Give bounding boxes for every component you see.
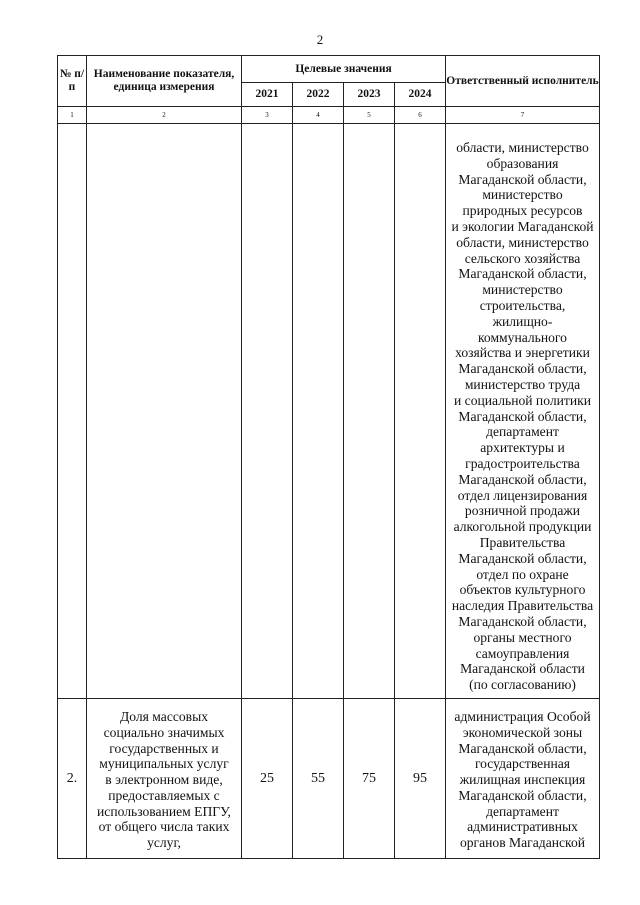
text-line: муниципальных услуг xyxy=(99,756,229,772)
text-line: отдел по охране xyxy=(476,566,569,582)
text-line: Правительства xyxy=(479,534,566,550)
text-line: Магаданской области, xyxy=(458,266,587,282)
responsible-text xyxy=(446,140,599,693)
text-line: образования xyxy=(486,155,559,171)
header-row xyxy=(58,56,600,83)
text-line: Доля массовых xyxy=(119,708,209,724)
text-line: министерство труда xyxy=(464,377,581,392)
header-index: № п/п xyxy=(58,56,87,107)
responsible-cell xyxy=(446,699,600,859)
column-number: 6 xyxy=(395,107,446,124)
indicator-name-cell xyxy=(87,699,242,859)
column-number: 2 xyxy=(87,107,242,124)
text-line: министерство xyxy=(482,282,563,298)
target-value-2024: 95 xyxy=(395,699,446,859)
column-number: 3 xyxy=(242,107,293,124)
text-line: Магаданской области xyxy=(460,661,585,677)
continuation-row xyxy=(58,124,600,699)
header-targets: Целевые значения xyxy=(242,56,446,83)
text-line: отдел лицензирования xyxy=(457,487,588,503)
column-number: 5 xyxy=(344,107,395,124)
empty-cell xyxy=(87,124,242,699)
text-line: Магаданской области, xyxy=(458,471,587,487)
target-value-2021: 25 xyxy=(242,699,293,859)
text-line: предоставляемых с xyxy=(108,787,220,803)
header-year: 2024 xyxy=(395,83,446,107)
text-line: и экологии Магаданской xyxy=(451,219,594,235)
indicator-name xyxy=(87,709,241,851)
row-index: 2. xyxy=(58,699,87,859)
text-line: социально значимых xyxy=(103,724,225,740)
text-line: департамент xyxy=(486,803,559,819)
page-number: 2 xyxy=(316,32,324,47)
text-line: Магаданской области, xyxy=(458,171,587,187)
text-line: экономической зоны xyxy=(462,724,583,740)
column-number: 4 xyxy=(293,107,344,124)
text-line: коммунального xyxy=(478,329,567,345)
header-responsible: Ответственный исполнитель xyxy=(446,56,600,107)
text-line: архитектуры и xyxy=(480,440,565,456)
text-line: государственная xyxy=(474,756,571,772)
text-line: градостроительства xyxy=(465,455,580,471)
text-line: Магаданской области, xyxy=(458,613,587,629)
text-line: администрация Особой xyxy=(454,708,591,724)
text-line: услуг, xyxy=(147,835,181,851)
text-line: и социальной политики xyxy=(454,392,591,408)
text-line: области, министерство xyxy=(456,140,589,156)
text-line: в электронном виде, xyxy=(105,772,223,788)
text-line: жилищная инспекция xyxy=(459,772,586,788)
text-line: министерство xyxy=(482,187,563,203)
text-line: области, министерство xyxy=(456,234,589,250)
text-line: государственных и xyxy=(109,740,219,756)
text-line: жилищно- xyxy=(492,313,553,329)
text-line: строительства, xyxy=(479,298,566,314)
indicators-table xyxy=(57,55,600,859)
text-line: самоуправления xyxy=(475,645,570,661)
empty-cell xyxy=(293,124,344,699)
text-line: Магаданской области, xyxy=(458,408,587,424)
text-line: административных xyxy=(467,819,578,835)
header-year: 2022 xyxy=(293,83,344,107)
empty-cell xyxy=(58,124,87,699)
text-line: сельского хозяйства xyxy=(464,250,581,266)
target-value-2023: 75 xyxy=(344,699,395,859)
target-value-2022: 55 xyxy=(293,699,344,859)
text-line: Магаданской области, xyxy=(458,550,587,566)
text-line: наследия Правительства xyxy=(451,598,594,614)
text-line: алкогольной продукции xyxy=(453,519,592,535)
column-number: 7 xyxy=(446,107,600,124)
empty-cell xyxy=(395,124,446,699)
text-line: департамент xyxy=(486,424,559,440)
responsible-text xyxy=(446,709,599,851)
header-name: Наименование показателя, единица измерения xyxy=(87,56,242,107)
text-line: от общего числа таких xyxy=(98,819,230,835)
table-row xyxy=(58,699,600,859)
text-line: природных ресурсов xyxy=(462,203,583,219)
text-line: органы местного xyxy=(473,629,572,645)
text-line: использованием ЕПГУ, xyxy=(97,803,231,819)
text-line: Магаданской области, xyxy=(458,361,587,377)
continuation-responsible-cell xyxy=(446,124,600,699)
text-line: Магаданской области, xyxy=(458,740,587,756)
column-number: 1 xyxy=(58,107,87,124)
empty-cell xyxy=(242,124,293,699)
column-number-row xyxy=(58,107,600,124)
text-line: розничной продажи xyxy=(464,503,581,519)
text-line: Магаданской области, xyxy=(458,787,587,803)
text-line: (по согласованию) xyxy=(469,677,576,693)
text-line: органов Магаданской xyxy=(459,835,586,851)
text-line: объектов культурного xyxy=(459,582,586,598)
text-line: хозяйства и энергетики xyxy=(455,345,590,361)
header-year: 2021 xyxy=(242,83,293,107)
header-year: 2023 xyxy=(344,83,395,107)
empty-cell xyxy=(344,124,395,699)
